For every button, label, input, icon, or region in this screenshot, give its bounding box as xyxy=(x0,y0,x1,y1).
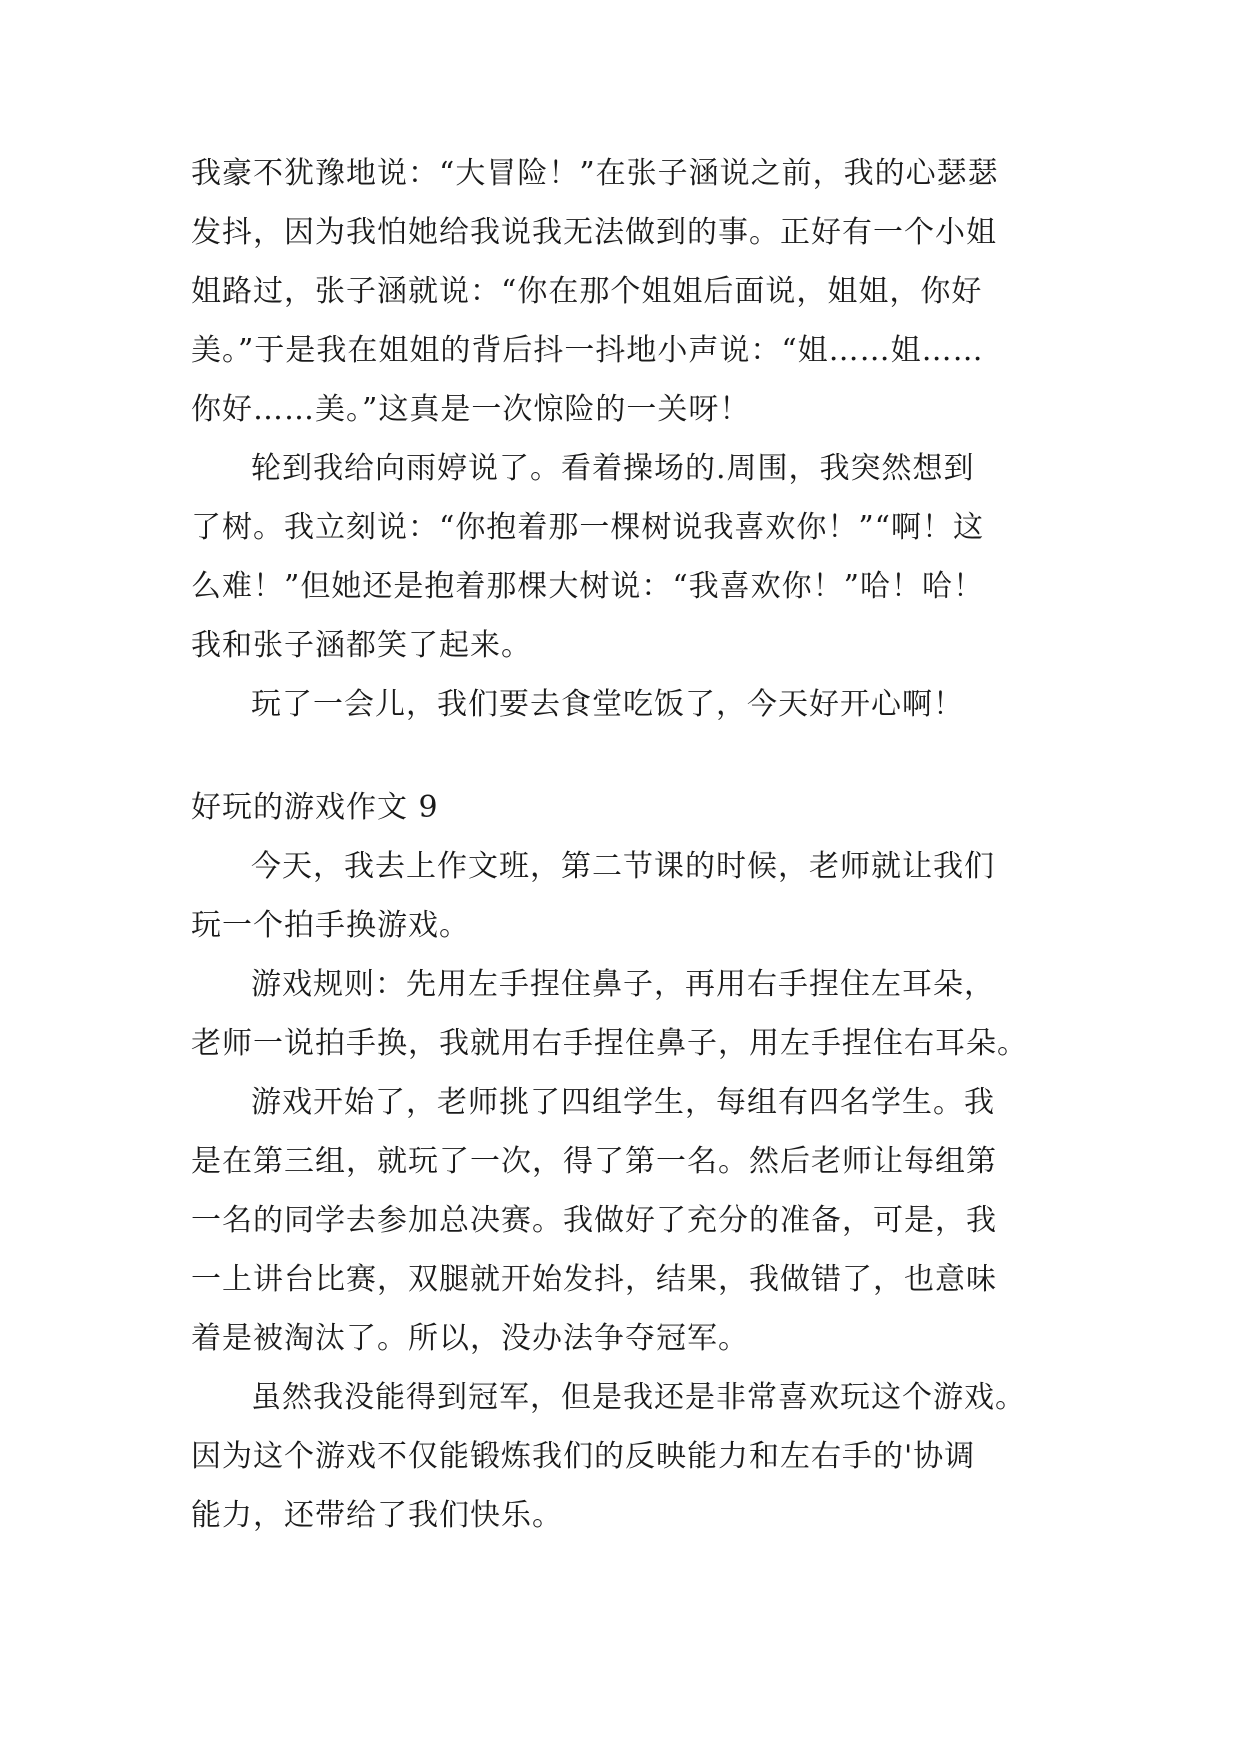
paragraph-line: 轮到我给向雨婷说了。看着操场的.周围，我突然想到 xyxy=(251,451,975,486)
paragraph-line: 着是被淘汰了。所以，没办法争夺冠军。 xyxy=(191,1321,749,1356)
paragraph-line: 因为这个游戏不仅能锻炼我们的反映能力和左右手的'协调 xyxy=(191,1439,976,1474)
paragraph-line: 玩了一会儿，我们要去食堂吃饭了，今天好开心啊！ xyxy=(251,687,964,722)
paragraph-line: 虽然我没能得到冠军，但是我还是非常喜欢玩这个游戏。 xyxy=(251,1380,1026,1415)
paragraph-line: 发抖，因为我怕她给我说我无法做到的事。正好有一个小姐 xyxy=(191,215,997,250)
section-heading: 好玩的游戏作文 9 xyxy=(191,790,439,825)
paragraph-line: 我豪不犹豫地说：“大冒险！”在张子涵说之前，我的心瑟瑟 xyxy=(191,156,999,191)
paragraph-line: 姐路过，张子涵就说：“你在那个姐姐后面说，姐姐，你好 xyxy=(191,274,983,309)
paragraph-line: 一名的同学去参加总决赛。我做好了充分的准备，可是，我 xyxy=(191,1203,997,1238)
paragraph-line: 老师一说拍手换，我就用右手捏住鼻子，用左手捏住右耳朵。 xyxy=(191,1026,1028,1061)
paragraph-line: 今天，我去上作文班，第二节课的时候，老师就让我们 xyxy=(251,849,995,884)
paragraph-line: 游戏开始了，老师挑了四组学生，每组有四名学生。我 xyxy=(251,1085,995,1120)
paragraph-line: 玩一个拍手换游戏。 xyxy=(191,908,470,943)
paragraph-line: 我和张子涵都笑了起来。 xyxy=(191,628,532,663)
paragraph-line: 你好……美。”这真是一次惊险的一关呀！ xyxy=(191,392,751,427)
paragraph-line: 么难！”但她还是抱着那棵大树说：“我喜欢你！”哈！哈！ xyxy=(191,569,985,604)
paragraph-line: 一上讲台比赛，双腿就开始发抖，结果，我做错了，也意味 xyxy=(191,1262,997,1297)
paragraph-line: 游戏规则：先用左手捏住鼻子，再用右手捏住左耳朵， xyxy=(251,967,995,1002)
paragraph-line: 是在第三组，就玩了一次，得了第一名。然后老师让每组第 xyxy=(191,1144,997,1179)
paragraph-line: 了树。我立刻说：“你抱着那一棵树说我喜欢你！”“啊！这 xyxy=(191,510,985,545)
paragraph-line: 能力，还带给了我们快乐。 xyxy=(191,1498,563,1533)
paragraph-line: 美。”于是我在姐姐的背后抖一抖地小声说：“姐……姐…… xyxy=(191,333,984,368)
